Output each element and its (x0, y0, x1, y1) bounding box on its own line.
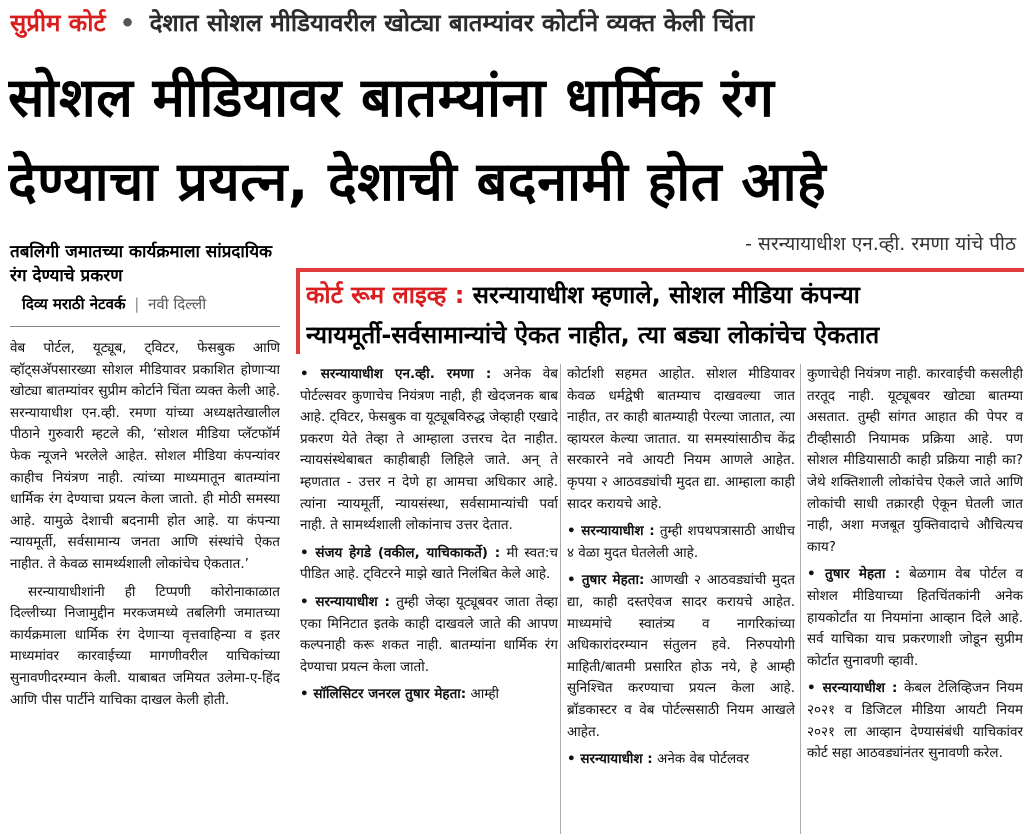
kicker-text: देशात सोशल मीडियावरील खोट्या बातम्यांवर कोर्टाने व्यक्त केली चिंता (149, 9, 755, 37)
dialogue-entry (567, 521, 795, 564)
dialogue-text: कुणाचेही नियंत्रण नाही. कारवाईची कसलीही तरतूद नाही. यूट्यूबवर खोट्या बातम्या असतात. तुम्ही सांगत आहात की पेपर व टीव्हीसाठी नियामक प्रक्रिया आहे. पण सोशल मीडियासाठी काही प्रक्रिया नाही का? जेथे शक्तिशाली लोकांचेच ऐकले जाते आणि लोकांची साधी तक्रारही ऐकून घेतली जात नाही, अशा मजबूत युक्तिवादाचे औचित्यच काय? (807, 366, 1023, 555)
article-column-2 (300, 364, 558, 834)
dialogue-text: केबल टेलिव्हिजन नियम २०२१ व डिजिटल मीडिया आयटी नियम २०२१ ला आव्हान देण्यासंबंधी याचिकांवर कोर्ट सहा आठवड्यांनंतर सुनावणी करेल. (807, 680, 1023, 762)
courtroom-line-2: न्यायमूर्ती-सर्वसामान्यांचे ऐकत नाहीत, त्या बड्या लोकांचेच ऐकतात (306, 321, 880, 349)
dialogue-entry (807, 564, 1023, 672)
dialogue-entry (300, 592, 558, 678)
dialogue-speaker: • सरन्यायाधीश : (567, 523, 655, 540)
dialogue-text: तुम्ही जेव्हा यूट्यूबवर जाता तेव्हा एका मिनिटात इतके काही दाखवले जाते की आपण कल्पनाही करू शकत नाही. बातम्यांना धार्मिक रंग देण्याचा प्रयत्न केला जातो. (300, 593, 558, 675)
dialogue-entry (300, 364, 558, 537)
byline-separator: | (134, 295, 140, 313)
dialogue-text: तुम्ही शपथपत्रासाठी आधीच ४ वेळा मुदत घेतलेली आहे. (567, 523, 795, 561)
dialogue-text: बेळगाम वेब पोर्टल व सोशल मीडियाच्या हितचिंतकांनी अनेक हायकोर्टांत या नियमांना आव्हान दिले आहे. सर्व याचिका याच प्रकरणाशी जोडून सुप्रीम कोर्टात सुनावणी व्हावी. (807, 566, 1023, 669)
dialogue-speaker: • संजय हेगडे (वकील, याचिकाकर्ते) : (300, 544, 501, 561)
byline-city: नवी दिल्ली (148, 295, 207, 313)
dialogue-speaker: • तुषार मेहता : (807, 566, 901, 583)
article-column-1 (10, 338, 280, 834)
subheadline: तबलिगी जमातच्या कार्यक्रमाला सांप्रदायिक रंग देण्याचे प्रकरण (10, 242, 273, 286)
dialogue-speaker: • तुषार मेहता: (567, 572, 645, 589)
dialogue-speaker: • सरन्यायाधीश : (567, 751, 653, 768)
dialogue-entry (807, 364, 1023, 558)
attribution: - सरन्यायाधीश एन.व्ही. रमणा यांचे पीठ (745, 233, 1016, 255)
article-paragraph-2: सरन्यायाधीशांनी ही टिप्पणी कोरोनाकाळात दिल्लीच्या निजामुद्दीन मरकजमध्ये तबलिगी जमातच्या कार्यक्रमाला धार्मिक रंग देणाऱ्या वृत्तवाहिन्या व इतर माध्यमांवर कारवाईच्या मागणीवरील याचिकांच्या सुनावणीदरम्यान केली. याबाबत जमियत उलेमा-ए-हिंद आणि पीस पार्टीने याचिका दाखल केली होती. (10, 583, 280, 708)
article-column-4 (800, 364, 1023, 834)
column-divider (10, 326, 280, 327)
courtroom-banner (296, 268, 1024, 354)
kicker-label: सुप्रीम कोर्ट (10, 9, 106, 37)
dialogue-text: अनेक वेब पोर्टल्सवर कुणाचेच नियंत्रण नाही, ही खेदजनक बाब आहे. ट्विटर, फेसबुक वा यूट्यूबविरुद्ध जेव्हाही एखादे प्रकरण येते तेव्हा ते आम्हाला उत्तरच देत नाहीत. न्यायसंस्थेबाबत काहीबाही लिहिले जाते. अन् ते म्हणतात - उत्तर न देणे हा आमचा अधिकार आहे. त्यांना न्यायमूर्ती, न्यायसंस्था, सर्वसामान्यांची पर्वा नाही. ते सामर्थ्यशाली लोकांनाच उत्तर देतात. (300, 366, 558, 534)
headline-line-2: देण्याचा प्रयत्न, देशाची बदनामी होत आहे (8, 150, 827, 213)
article-column-3 (560, 364, 795, 834)
dialogue-entry (567, 364, 795, 515)
dialogue-entry (300, 684, 558, 706)
headline-line-1: सोशल मीडियावर बातम्यांना धार्मिक रंग (8, 66, 775, 129)
dialogue-entry (300, 543, 558, 586)
dialogue-text: आम्ही (470, 686, 500, 703)
main-headline (8, 56, 1018, 224)
dialogue-entry (567, 749, 795, 771)
dialogue-text: अनेक वेब पोर्टलवर (657, 751, 750, 768)
dialogue-text: कोर्टाशी सहमत आहोत. सोशल मीडियावर केवळ धर्मद्वेषी बातम्याच दाखवल्या जात नाहीत, तर काही बातम्याही पेरल्या जातात, त्या व्हायरल केल्या जातात. या समस्यांसाठीच केंद्र सरकारने नवे आयटी नियम आणले आहेत. कृपया २ आठवड्यांची मुदत द्या. आम्हाला काही सादर करायचे आहे. (567, 366, 795, 512)
kicker-line (10, 6, 1015, 46)
byline-name: दिव्य मराठी नेटवर्क (22, 295, 126, 313)
kicker-bullet: • (119, 9, 136, 37)
dialogue-speaker: • सरन्यायाधीश एन.व्ही. रमणा : (300, 366, 492, 382)
dialogue-speaker: • सॉलिसिटर जनरल तुषार मेहता: (300, 686, 467, 703)
courtroom-label: कोर्ट रूम लाइव्ह : (306, 281, 465, 309)
byline (22, 294, 282, 314)
courtroom-line-1: सरन्यायाधीश म्हणाले, सोशल मीडिया कंपन्या (472, 281, 860, 309)
dialogue-entry (567, 570, 795, 743)
article-paragraph-1: वेब पोर्टल, यूट्यूब, ट्विटर, फेसबुक आणि व्हॉट्सअ‍ॅपसारख्या सोशल मीडियावर प्रकाशित होणाऱ्या खोट्या बातम्यांवर सुप्रीम कोर्टाने चिंता व्यक्त केली आहे. सरन्यायाधीश एन.व्ही. रमणा यांच्या अध्यक्षतेखालील पीठाने गुरुवारी म्हटले की, ‘सोशल मीडिया प्लॅटफॉर्म फेक न्यूजने भरलेले आहेत. सोशल मीडिया कंपन्यांवर काहीच नियंत्रण नाही. त्यांच्या माध्यमातून बातम्यांना धार्मिक रंग देण्याचा प्रयत्न केला जातो. ही मोठी समस्या आहे. यामुळे देशाची बदनामी होत आहे. या कंपन्या न्यायमूर्ती, सर्वसामान्य जनता आणि संस्थांचे ऐकत नाहीत. ते केवळ सामर्थ्यशाली लोकांचेच ऐकतात.’ (10, 340, 280, 572)
dialogue-text: आणखी २ आठवड्यांची मुदत द्या, काही दस्तऐवज सादर करायचे आहेत. माध्यमांचे स्वातंत्र्य व नागरिकांच्या अधिकारांदरम्यान संतुलन हवे. निरुपयोगी माहिती/बातमी प्रसारित होऊ नये, हे आम्ही सुनिश्चित करण्याचा प्रयत्न केला आहे. ब्रॉडकास्टर व वेब पोर्टल्ससाठी नियम आखले आहेत. (567, 572, 795, 740)
dialogue-entry (807, 678, 1023, 764)
dialogue-text: मी स्वत:च पीडित आहे. ट्विटरने माझे खाते निलंबित केले आहे. (300, 544, 558, 583)
dialogue-speaker: • सरन्यायाधीश : (300, 593, 390, 610)
dialogue-speaker: • सरन्यायाधीश : (807, 680, 898, 697)
